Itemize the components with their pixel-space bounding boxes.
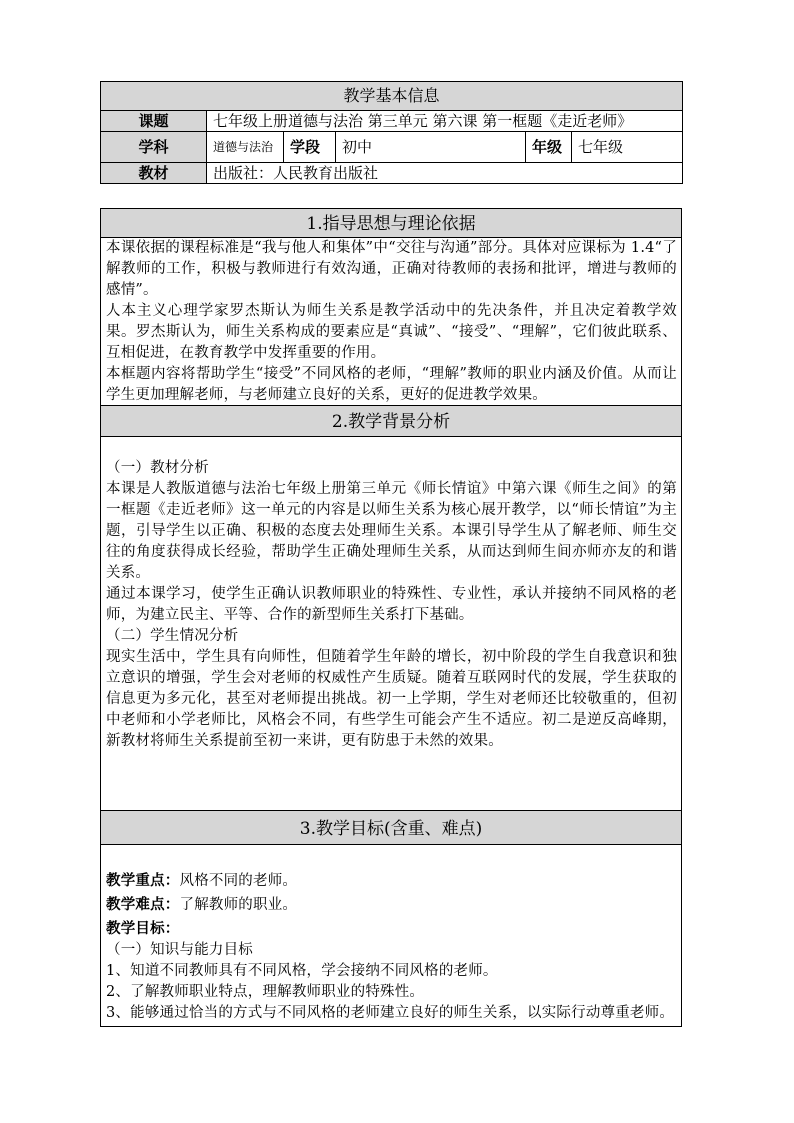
section1-heading: 1.指导思想与理论依据 — [101, 209, 681, 238]
section1-paragraph: 本框题内容将帮助学生“接受”不同风格的老师，“理解”教师的职业内涵及价值。从而让学生更加理解老师，与老师建立良好的关系，更好的促进教学效果。 — [106, 366, 677, 403]
grade-label: 年级 — [526, 132, 572, 163]
textbook-label: 教材 — [101, 163, 207, 184]
section1-body — [101, 238, 681, 405]
section3-heading: 3.教学目标(含重、难点) — [101, 810, 681, 845]
section2-paragraph: 现实生活中，学生具有向师性，但随着学生年龄的增长，初中阶段的学生自我意识和独立意识的增强，学生会对老师的权威性产生质疑。随着互联网时代的发展，学生获取的信息更为多元化，甚至对老师提出挑战。初一上学期，学生对老师还比较敬重的，但初中老师和小学老师比，风格会不同，有些学生可能会产生不适应。初二是逆反高峰期，新教材将师生关系提前至初一来讲，更有防患于未然的效果。 — [106, 649, 677, 749]
topic-value: 七年级上册道德与法治 第三单元 第六课 第一框题《走近老师》 — [207, 111, 683, 132]
subject-label: 学科 — [101, 132, 207, 163]
section2-body — [101, 437, 681, 810]
goal-item: 3、能够通过恰当的方式与不同风格的老师建立良好的师生关系，以实际行动尊重老师。 — [106, 1005, 675, 1021]
grade-value: 七年级 — [572, 132, 683, 163]
section1-paragraph: 本课依据的课程标准是“我与他人和集体”中“交往与沟通”部分。具体对应课标为 1.4“了解教师的工作，积极与教师进行有效沟通，正确对待教师的表扬和批评，增进与教师的感情”。 — [106, 240, 677, 298]
difficulty-label: 教学难点： — [106, 896, 180, 913]
key-point-value: 风格不同的老师。 — [179, 873, 298, 889]
goals-label: 教学目标： — [106, 920, 180, 937]
lesson-plan-table — [100, 208, 682, 1027]
textbook-value: 出版社：人民教育出版社 — [207, 163, 683, 184]
difficulty-value: 了解教师的职业。 — [179, 897, 298, 913]
section2-paragraph: 通过本课学习，使学生正确认识教师职业的特殊性、专业性，承认并接纳不同风格的老师，为建立民主、平等、合作的新型师生关系打下基础。 — [106, 586, 677, 623]
section1-paragraph: 人本主义心理学家罗杰斯认为师生关系是教学活动中的先决条件，并且决定着教学效果。罗杰斯认为，师生关系构成的要素应是“真诚”、“接受”、“理解”，它们彼此联系、互相促进，在教育教学中发挥重要的作用。 — [106, 303, 677, 361]
key-point-line — [106, 870, 677, 892]
stage-value: 初中 — [336, 132, 526, 163]
topic-label: 课题 — [101, 111, 207, 132]
goal-item: 1、知道不同教师具有不同风格，学会接纳不同风格的老师。 — [106, 963, 498, 979]
info-table-title: 教学基本信息 — [101, 82, 683, 111]
section2-heading: 2.教学背景分析 — [101, 405, 681, 437]
goal-item: 2、了解教师职业特点，理解教师职业的特殊性。 — [106, 984, 425, 1000]
difficulty-line — [106, 894, 677, 916]
section2-subheading: （二）学生情况分析 — [106, 628, 239, 644]
subject-value: 道德与法治 — [207, 132, 284, 163]
section2-subheading: （一）教材分析 — [106, 460, 209, 476]
stage-label: 学段 — [284, 132, 336, 163]
key-point-label: 教学重点： — [106, 872, 180, 889]
goals-label-line — [106, 918, 677, 940]
section3-body — [101, 845, 681, 1026]
basic-info-table — [100, 81, 683, 184]
section3-subheading: （一）知识与能力目标 — [106, 942, 253, 958]
section2-paragraph: 本课是人教版道德与法治七年级上册第三单元《师长情谊》中第六课《师生之间》的第一框题《走近老师》这一单元的内容是以师生关系为核心展开教学，以“师长情谊”为主题，引导学生以正确、积极的态度去处理师生关系。本课引导学生从了解老师、师生交往的角度获得成长经验，帮助学生正确处理师生关系，从而达到师生间亦师亦友的和谐关系。 — [106, 481, 677, 581]
